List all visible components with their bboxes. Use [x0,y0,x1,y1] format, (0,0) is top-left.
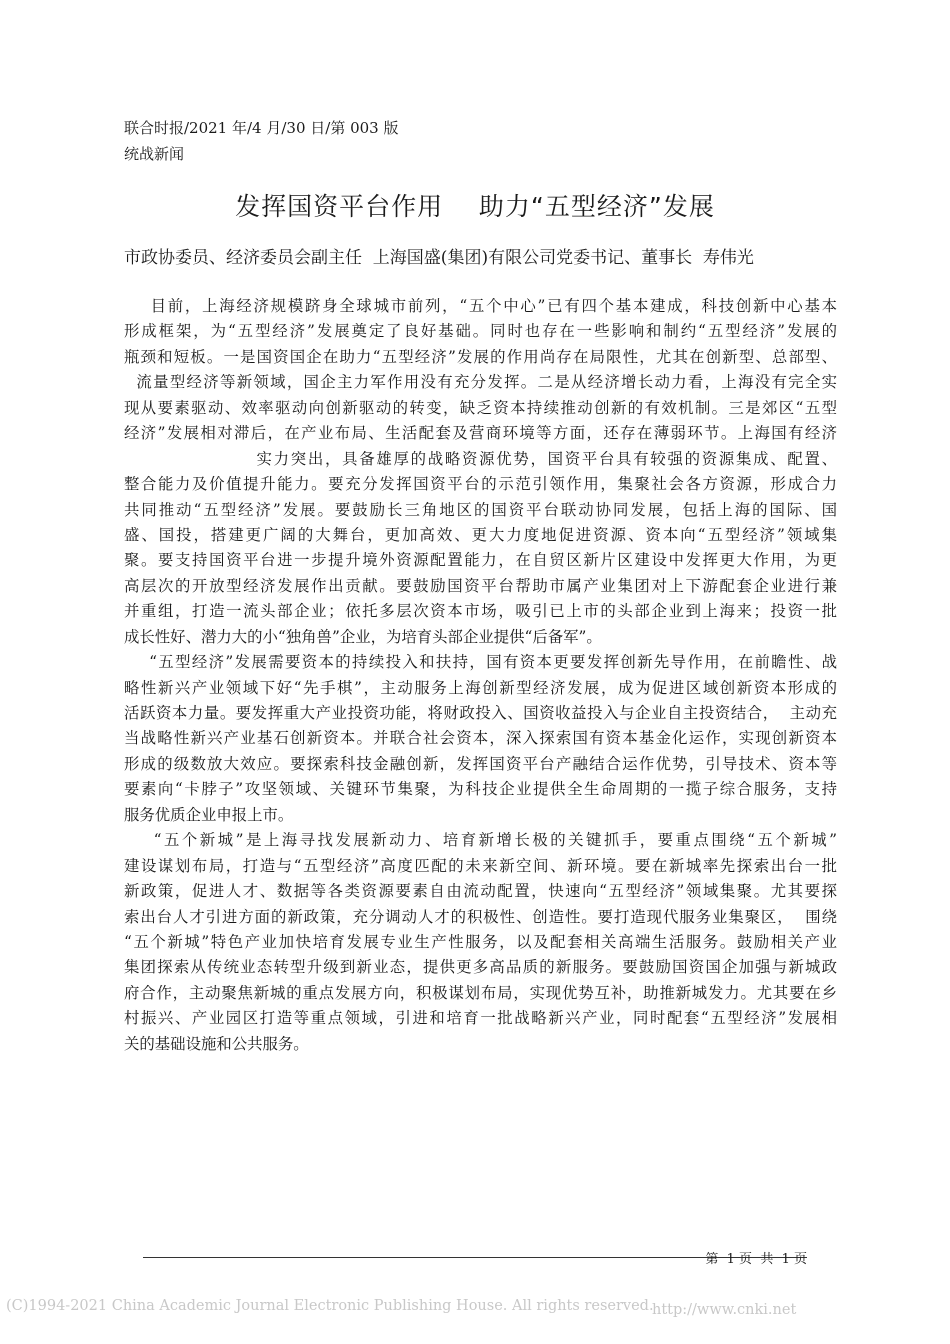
body-line: 流量型经济等新领域，国企主力军作用没有充分发挥。二是从经济增长动力看，上海没有完全实 [124,373,837,392]
body-line: 共同推动“五型经济”发展。要鼓励长三角地区的国资平台联动协同发展，包括上海的国际、国 [124,500,837,519]
body-line: 并重组，打造一流头部企业；依托多层次资本市场，吸引已上市的头部企业到上海来；投资一批 [124,602,837,621]
body-line: 集团探索从传统业态转型升级到新业态，提供更多高品质的新服务。要鼓励国资国企加强与新城政 [124,958,837,977]
body-line: 服务优质企业申报上市。 [124,805,294,824]
body-line: 现从要素驱动、效率驱动向创新驱动的转变，缺乏资本持续推动创新的有效机制。三是郊区“五型 [124,398,837,417]
copyright-watermark: (C)1994-2021 China Academic Journal Electronic Publishing House. All rights reserved. [6,1298,654,1314]
body-line: 新政策，促进人才、数据等各类资源要素自由流动配置，快速向“五型经济”领域集聚。尤其要探 [124,882,837,901]
body-line: “五型经济”发展需要资本的持续投入和扶持，国有资本更要发挥创新先导作用，在前瞻性、战 [124,653,837,672]
body-line: 高层次的开放型经济发展作出贡献。要鼓励国资平台帮助市属产业集团对上下游配套企业进行兼 [124,576,837,595]
body-line: 实力突出，具备雄厚的战略资源优势，国资平台具有较强的资源集成、配置、 [124,449,837,468]
body-line: “五个新城”特色产业加快培育发展专业生产性服务，以及配套相关高端生活服务。鼓励相关产业 [124,932,837,951]
body-line: 当战略性新兴产业基石创新资本。并联合社会资本，深入探索国有资本基金化运作，实现创新资本 [124,729,837,748]
body-line: 村振兴、产业园区打造等重点领域，引进和培育一批战略新兴产业，同时配套“五型经济”发展相 [124,1009,837,1028]
article-title: 发挥国资平台作用 助力“五型经济”发展 [235,192,715,221]
body-line: 聚。要支持国资平台进一步提升境外资源配置能力，在自贸区新片区建设中发挥更大作用，为更 [124,551,837,570]
body-line: 经济”发展相对滞后，在产业布局、生活配套及营商环境等方面，还存在薄弱环节。上海国有经济 [124,424,837,443]
column-name: 统战新闻 [124,145,185,163]
page-number: 第 1 页 共 1 页 [705,1252,807,1267]
body-line: 瓶颈和短板。一是国资国企在助力“五型经济”发展的作用尚存在局限性，尤其在创新型、总部型、 [124,347,837,366]
body-line: 盛、国投，搭建更广阔的大舞台，更加高效、更大力度地促进资源、资本向“五型经济”领域集 [124,525,837,544]
body-line: 形成框架，为“五型经济”发展奠定了良好基础。同时也存在一些影响和制约“五型经济”发展的 [124,322,837,341]
body-line: 索出台人才引进方面的新政策，充分调动人才的积极性、创造性。要打造现代服务业集聚区， 围绕 [124,907,837,926]
body-line: 建设谋划布局，打造与“五型经济”高度匹配的未来新空间、新环境。要在新城率先探索出台一批 [124,856,837,875]
body-line: 府合作，主动聚焦新城的重点发展方向，积极谋划布局，实现优势互补，助推新城发力。尤其要在乡 [124,983,837,1002]
body-line: 整合能力及价值提升能力。要充分发挥国资平台的示范引领作用，集聚社会各方资源，形成合力 [124,475,837,494]
body-line: 要素向“卡脖子”攻坚领域、关键环节集聚，为科技企业提供全生命周期的一揽子综合服务，支持 [124,780,837,799]
website-watermark: http://www.cnki.net [652,1302,797,1318]
body-line: 成长性好、潜力大的小“独角兽”企业，为培育头部企业提供“后备军”。 [124,627,602,646]
body-line: “五个新城”是上海寻找发展新动力、培育新增长极的关键抓手，要重点围绕“五个新城” [124,831,837,850]
body-line: 关的基础设施和公共服务。 [124,1034,309,1053]
body-line: 活跃资本力量。要发挥重大产业投资功能，将财政投入、国资收益投入与企业自主投资结合， 主动充 [124,704,837,722]
publication-source: 联合时报/2021 年/4 月/30 日/第 003 版 [124,119,399,137]
body-line: 略性新兴产业领域下好“先手棋”，主动服务上海创新型经济发展，成为促进区域创新资本形成的 [124,678,837,697]
article-byline: 市政协委员、经济委员会副主任 上海国盛(集团)有限公司党委书记、董事长 寿伟光 [124,248,754,268]
article-body [124,294,837,1057]
body-line: 目前，上海经济规模跻身全球城市前列，“五个中心”已有四个基本建成，科技创新中心基本 [124,297,837,315]
body-line: 形成的级数放大效应。要探索科技金融创新，发挥国资平台产融结合运作优势，引导技术、资本等 [124,754,837,773]
